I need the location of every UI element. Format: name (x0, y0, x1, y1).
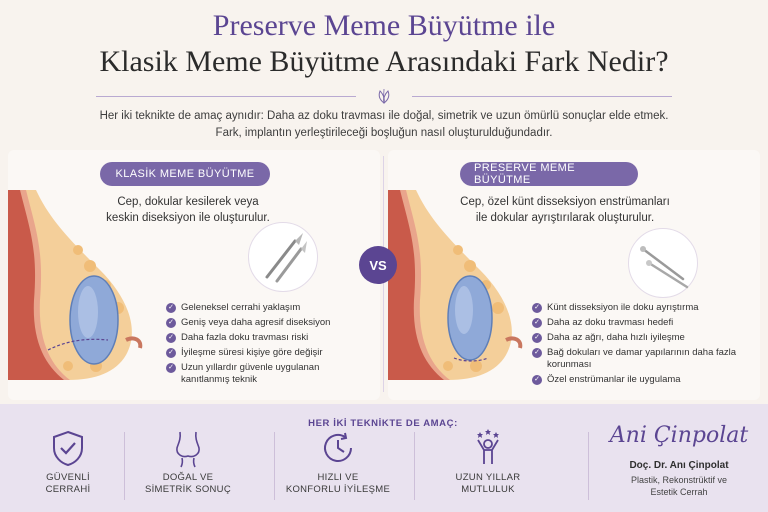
classic-title-pill: KLASİK MEME BÜYÜTME (100, 162, 270, 186)
classic-desc-line-1: Cep, dokular kesilerek veya (117, 196, 259, 208)
blunt-dissector-icon (629, 229, 699, 299)
check-icon: ✓ (166, 318, 176, 328)
check-icon: ✓ (166, 348, 176, 358)
title-line-1: Preserve Meme Büyütme ile (212, 9, 556, 42)
vs-badge: VS (359, 246, 397, 284)
breast-cross-section-illustration (8, 190, 158, 400)
title-line-2: Klasik Meme Büyütme Arasındaki Fark Nedir? (99, 45, 669, 78)
feature-natural-result: DOĞAL VE SİMETRİK SONUÇ (128, 428, 248, 508)
check-icon: ✓ (532, 303, 542, 313)
body-silhouette-icon (168, 428, 208, 468)
check-icon: ✓ (532, 318, 542, 328)
feature-long-happiness: UZUN YILLAR MUTLULUK (428, 428, 548, 508)
list-item: ✓ Daha az doku travması hedefi (532, 317, 752, 329)
list-item: ✓ Künt disseksiyon ile doku ayrıştırma (532, 302, 752, 314)
check-icon: ✓ (166, 333, 176, 343)
classic-desc-line-2: keskin diseksiyon ile oluşturulur. (106, 212, 270, 224)
classic-bullet-list (166, 302, 366, 389)
doctor-name: Doç. Dr. Anı Çinpolat (629, 460, 729, 471)
feature-divider (124, 432, 125, 500)
signature: Ani Çinpolat (609, 423, 749, 448)
check-icon: ✓ (532, 375, 542, 385)
breast-cross-section-illustration (388, 190, 538, 400)
leaf-ornament-icon (374, 88, 394, 104)
classic-panel (8, 150, 380, 400)
list-item: ✓ Daha az ağrı, daha hızlı iyileşme (532, 332, 752, 344)
scalpel-icon (249, 223, 319, 293)
check-icon: ✓ (532, 348, 542, 358)
goals-title: HER İKİ TEKNİKTE DE AMAÇ: (308, 418, 458, 429)
feature-safe-surgery: GÜVENLİ CERRAHİ (8, 428, 128, 508)
feature-divider (414, 432, 415, 500)
intro-line-1: Her iki teknikte de amaç aynıdır: Daha az doku travması ile doğal, simetrik ve uzun ömürlü sonuçlar elde etmek. (99, 110, 669, 122)
list-item: ✓ İyileşme süresi kişiye göre değişir (166, 347, 366, 359)
list-item: ✓ Bağ dokuları ve damar yapılarının daha fazla korunması (532, 347, 752, 371)
list-item: ✓ Geleneksel cerrahi yaklaşım (166, 302, 366, 314)
feature-fast-recovery: HIZLI VE KONFORLU İYİLEŞME (278, 428, 398, 508)
goals-band (0, 404, 768, 512)
preserve-desc-line-1: Cep, özel künt disseksiyon enstrümanları (460, 196, 670, 208)
doctor-signature-block (604, 422, 754, 498)
check-icon: ✓ (166, 303, 176, 313)
preserve-desc-line-2: ile dokular ayrıştırılarak oluşturulur. (475, 212, 655, 224)
check-icon: ✓ (166, 363, 176, 373)
preserve-title-pill: PRESERVE MEME BÜYÜTME (460, 162, 638, 186)
feature-divider (274, 432, 275, 500)
preserve-bullet-list (532, 302, 752, 389)
clock-icon (318, 428, 358, 468)
list-item: ✓ Uzun yıllardır güvenle uygulanan kanıtlanmış teknik (166, 362, 366, 386)
preserve-panel (388, 150, 760, 400)
list-item: ✓ Geniş veya daha agresif diseksiyon (166, 317, 366, 329)
check-icon: ✓ (532, 333, 542, 343)
intro-text (0, 108, 768, 142)
scalpel-tools-image (248, 222, 318, 292)
list-item: ✓ Özel enstrümanlar ile uygulama (532, 374, 752, 386)
shield-check-icon (48, 428, 88, 468)
feature-divider (588, 432, 589, 500)
list-item: ✓ Daha fazla doku travması riski (166, 332, 366, 344)
title-divider (96, 88, 672, 104)
blunt-instruments-image (628, 228, 698, 298)
intro-line-2: Fark, implantın yerleştirileceği boşluğun nasıl oluşturulduğundadır. (215, 127, 553, 139)
happy-person-icon (468, 428, 508, 468)
doctor-role: Plastik, Rekonstrüktif ve Estetik Cerrah (630, 475, 728, 497)
